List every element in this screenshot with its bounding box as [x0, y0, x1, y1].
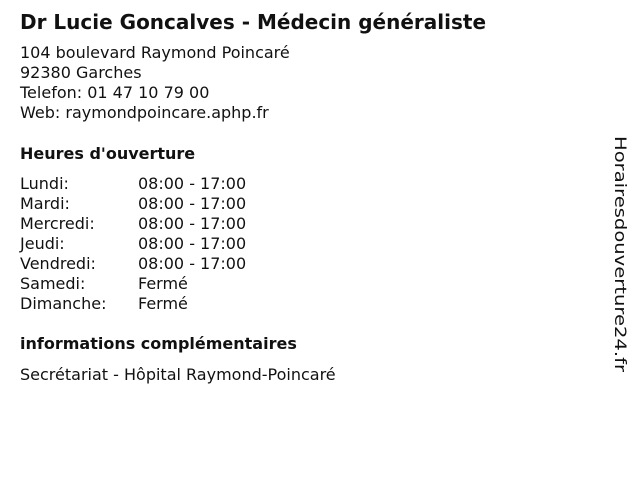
hours-time: 08:00 - 17:00: [138, 214, 247, 233]
web-link[interactable]: raymondpoincare.aphp.fr: [65, 103, 269, 122]
hours-day: Jeudi:: [20, 234, 65, 253]
hours-row-mercredi: [20, 214, 246, 234]
hours-row-lundi: [20, 174, 246, 194]
watermark-text: Horairesdouverture24.fr: [611, 136, 630, 330]
web-line: [20, 103, 290, 123]
postal-city: 92380 Garches: [20, 63, 142, 82]
hours-time: 08:00 - 17:00: [138, 254, 247, 273]
hours-day: Lundi:: [20, 174, 69, 193]
hours-day: Vendredi:: [20, 254, 96, 273]
hours-row-mardi: [20, 194, 246, 214]
web-label: Web:: [20, 103, 61, 122]
hours-time: 08:00 - 17:00: [138, 234, 247, 253]
hours-title: Heures d'ouverture: [20, 144, 196, 163]
hours-day: Samedi:: [20, 274, 86, 293]
street-address: 104 boulevard Raymond Poincaré: [20, 43, 290, 62]
phone-line: [20, 83, 290, 103]
hours-table: [20, 174, 246, 314]
phone-number[interactable]: 01 47 10 79 00: [87, 83, 210, 102]
hours-row-samedi: [20, 274, 246, 294]
hours-row-dimanche: [20, 294, 246, 314]
hours-day: Dimanche:: [20, 294, 107, 313]
page-title: Dr Lucie Goncalves - Médecin généraliste: [20, 10, 487, 34]
hours-day: Mercredi:: [20, 214, 95, 233]
phone-label: Telefon:: [20, 83, 83, 102]
hours-time: Fermé: [138, 294, 188, 313]
info-title: informations complémentaires: [20, 334, 297, 353]
hours-time: Fermé: [138, 274, 188, 293]
hours-time: 08:00 - 17:00: [138, 174, 247, 193]
address-block: [20, 43, 290, 123]
site-watermark: [604, 136, 640, 372]
hours-row-jeudi: [20, 234, 246, 254]
hours-day: Mardi:: [20, 194, 70, 213]
hours-time: 08:00 - 17:00: [138, 194, 247, 213]
hours-row-vendredi: [20, 254, 246, 274]
info-text: Secrétariat - Hôpital Raymond-Poincaré: [20, 365, 336, 384]
